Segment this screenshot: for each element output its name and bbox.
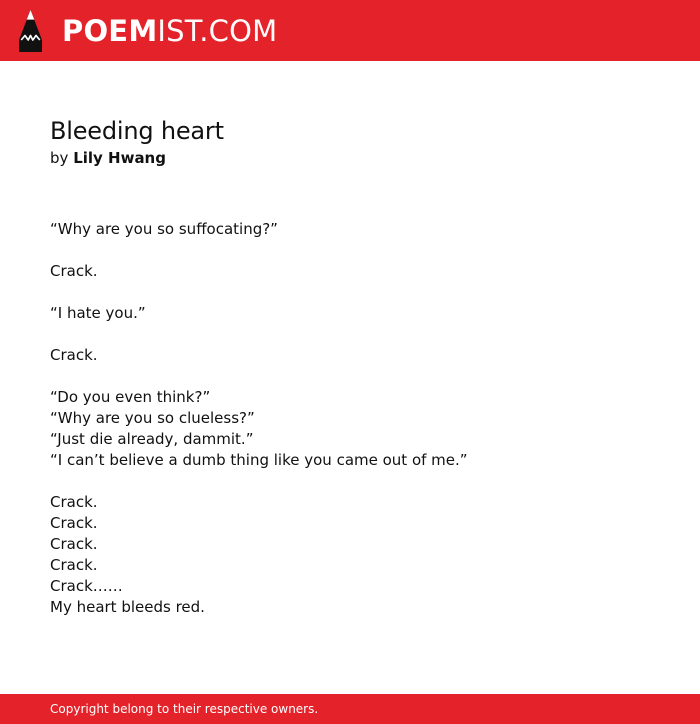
poem-line: Crack.: [50, 262, 98, 280]
poem-line: “I hate you.”: [50, 304, 146, 322]
site-logo-link[interactable]: [18, 10, 277, 52]
poem-stanza: [50, 387, 650, 471]
poem-line: My heart bleeds red.: [50, 598, 205, 616]
poem-body: [50, 219, 650, 618]
site-header: [0, 0, 700, 61]
poem-stanza: [50, 261, 650, 282]
poem-line: “Why are you so clueless?”: [50, 409, 255, 427]
site-wordmark: [62, 10, 277, 52]
pencil-tip-icon: [18, 10, 43, 52]
poem-line: Crack.: [50, 535, 98, 553]
copyright-text: Copyright belong to their respective owners.: [50, 702, 319, 716]
wordmark-bold-text: POEM: [62, 14, 158, 48]
poem-line: “Why are you so suffocating?”: [50, 220, 278, 238]
poem-stanza: [50, 345, 650, 366]
poem-content: [50, 116, 650, 639]
poem-stanza: [50, 492, 650, 618]
poem-line: Crack.: [50, 493, 98, 511]
by-label: by: [50, 149, 69, 167]
poem-line: Crack.: [50, 514, 98, 532]
poem-stanza: [50, 303, 650, 324]
poem-line: “I can’t believe a dumb thing like you came out of me.”: [50, 451, 468, 469]
wordmark-light-text: IST.COM: [157, 14, 278, 48]
poem-line: “Just die already, dammit.”: [50, 430, 254, 448]
poem-line: Crack.: [50, 346, 98, 364]
poem-author: Lily Hwang: [73, 149, 166, 167]
poem-stanza: [50, 219, 650, 240]
poem-line: Crack……: [50, 577, 123, 595]
poem-byline: [50, 148, 650, 168]
poem-line: “Do you even think?”: [50, 388, 211, 406]
site-footer: [0, 694, 700, 724]
poem-title: Bleeding heart: [50, 117, 224, 145]
poem-line: Crack.: [50, 556, 98, 574]
